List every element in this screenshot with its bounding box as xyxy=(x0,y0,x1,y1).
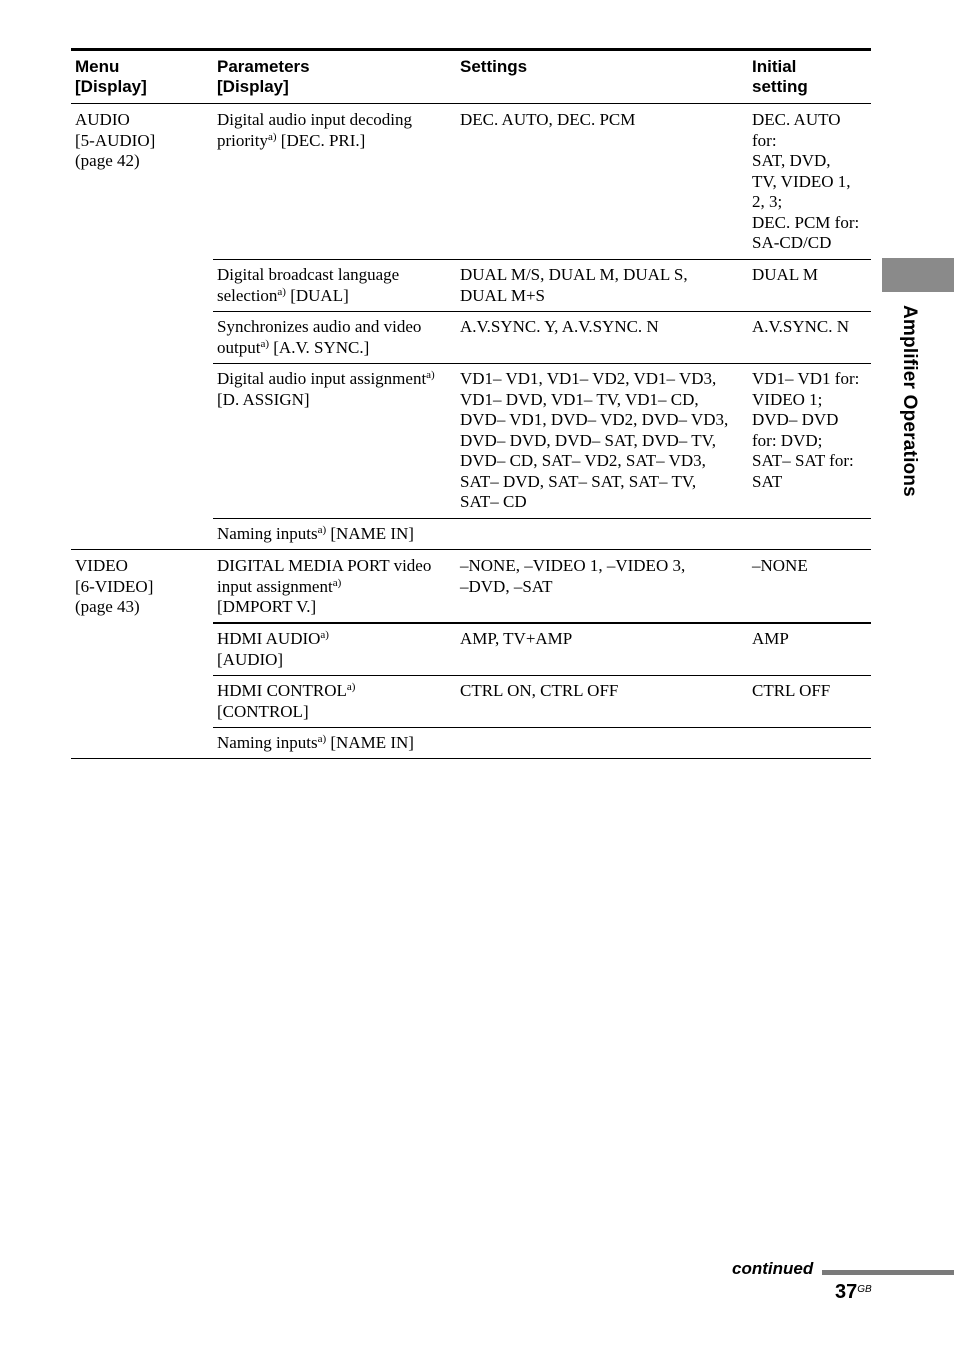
section-side-label: Amplifier Operations xyxy=(899,305,920,497)
table-row xyxy=(213,623,456,670)
header-menu: Menu [Display] xyxy=(75,57,147,96)
continued-label: continued xyxy=(732,1259,814,1278)
param-text: HDMI AUDIO xyxy=(217,629,321,648)
table-row xyxy=(213,550,456,618)
param-text: HDMI CONTROL xyxy=(217,681,347,700)
param-display: [DUAL] xyxy=(285,285,349,305)
initial-value: AMP xyxy=(752,629,789,648)
param-text: Digital audio input assignment xyxy=(217,369,427,388)
param-text: Digital broadcast language selection xyxy=(217,265,400,305)
table-header xyxy=(71,51,871,104)
initial-value: VD1– VD1 for: VIDEO 1; DVD– DVD for: DVD; SAT– SAT for: SAT xyxy=(752,369,860,491)
setting-values: A.V.SYNC. Y, A.V.SYNC. N xyxy=(460,317,659,336)
footnote-mark: a) xyxy=(346,681,356,693)
setting-values: –NONE, –VIDEO 1, –VIDEO 3, –DVD, –SAT xyxy=(460,556,686,596)
table-row xyxy=(213,311,456,358)
footnote-mark: a) xyxy=(332,576,342,589)
video-group xyxy=(71,550,871,758)
table-row xyxy=(213,727,456,754)
param-text: Synchronizes audio and video output xyxy=(217,317,422,357)
table-row xyxy=(213,259,456,306)
settings-table xyxy=(71,48,871,759)
header-settings: Settings xyxy=(460,57,528,76)
footnote-mark: a) xyxy=(317,733,327,745)
setting-values: DEC. AUTO, DEC. PCM xyxy=(460,110,636,129)
param-text: Naming inputs xyxy=(217,733,318,752)
param-display: [CONTROL] xyxy=(217,701,309,721)
param-display: [NAME IN] xyxy=(326,524,414,543)
footnote-mark: a) xyxy=(320,629,329,641)
param-text: DIGITAL MEDIA PORT video input assignment xyxy=(217,556,432,596)
page-number-value: 37 xyxy=(835,1281,858,1303)
setting-values: AMP, TV+AMP xyxy=(460,629,573,648)
initial-value: –NONE xyxy=(752,556,808,575)
initial-value: CTRL OFF xyxy=(752,681,831,700)
footnote-mark: a) xyxy=(426,369,435,381)
param-display: [D. ASSIGN] xyxy=(217,389,310,409)
continued-bar xyxy=(822,1270,954,1275)
param-text: Naming inputs xyxy=(217,524,318,543)
section-tab-marker xyxy=(882,258,954,292)
audio-group xyxy=(71,104,871,549)
setting-values: DUAL M/S, DUAL M, DUAL S, DUAL M+S xyxy=(460,265,688,305)
page-number-suffix: GB xyxy=(857,1284,872,1295)
initial-value: A.V.SYNC. N xyxy=(752,317,849,336)
initial-value: DUAL M xyxy=(752,265,818,284)
param-display: [AUDIO] xyxy=(217,649,284,669)
header-initial-setting: Initial setting xyxy=(752,57,808,96)
menu-video: VIDEO [6-VIDEO] (page 43) xyxy=(75,556,154,616)
setting-values: CTRL ON, CTRL OFF xyxy=(460,681,619,700)
setting-values: VD1– VD1, VD1– VD2, VD1– VD3, VD1– DVD, VD1– TV, VD1– CD, DVD– VD1, DVD– VD2, DVD– VD3, DVD– DVD, DVD– SAT, DVD– TV, DVD– CD, SAT– VD2, SAT– VD3, SAT– DVD, SAT– SAT, SAT– TV, SAT– CD xyxy=(460,369,729,511)
param-display: [NAME IN] xyxy=(326,733,414,752)
table-row xyxy=(213,104,456,151)
footnote-mark: a) xyxy=(277,285,286,298)
footnote-mark: a) xyxy=(268,130,277,143)
menu-audio: AUDIO [5-AUDIO] (page 42) xyxy=(75,110,156,170)
table-row xyxy=(213,518,456,545)
table-row xyxy=(213,675,456,722)
header-parameters: Parameters [Display] xyxy=(217,57,310,96)
initial-value: DEC. AUTO for: SAT, DVD, TV, VIDEO 1, 2, 3; DEC. PCM for: SA-CD/CD xyxy=(752,110,860,252)
table-row xyxy=(213,363,456,410)
table-bottom-rule xyxy=(71,758,871,759)
footnote-mark: a) xyxy=(260,337,269,350)
page-number xyxy=(835,1281,872,1304)
param-text: Digital audio input decoding priority xyxy=(217,110,412,150)
footnote-mark: a) xyxy=(317,524,327,536)
param-display: [DMPORT V.] xyxy=(217,597,317,616)
param-display: [DEC. PRI.] xyxy=(276,130,366,150)
param-display: [A.V. SYNC.] xyxy=(269,337,370,357)
